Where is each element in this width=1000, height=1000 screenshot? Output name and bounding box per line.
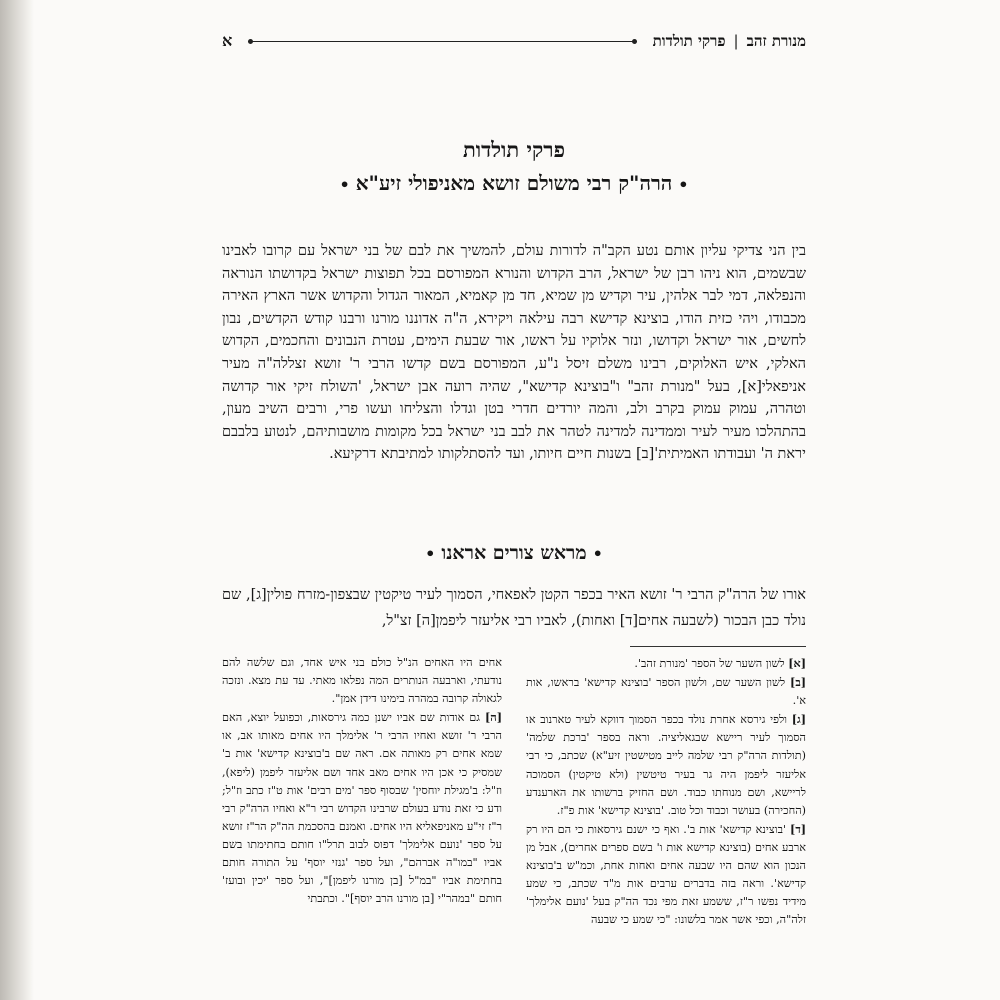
footnote (526, 820, 806, 930)
running-head-section-title: פרקי תולדות (652, 31, 726, 50)
running-head (222, 26, 806, 56)
intro-text: בין הני צדיקי עליון אותם נטע הקב"ה לדורות עולם, להמשיך את לבם של בני ישראל עם קרובו לאבינו שבשמים, הוא ניהו רבן של ישראל, הרב הקדוש והנורא המפורסם בכל תפוצות ישראל בקדושתו הנוראה והנפלאה, דמי לבר אלהין, עיר וקדיש מן שמיא, חד מן קאמיא, המאור הגדול והקדוש אשר הארץ האירה מכבודו, ויהי כזית הודו, בוצינא קדישא רבה עילאה ויקירא, ה"ה אדוננו מורנו ורבנו קודש הקדשים, נבון לחשים, אור ישראל וקדושו, ונזר אלוקיו על ראשו, אור שבעת הימים, עטרת הנבונים והחכמים, הקדוש האלקי, איש האלוקים, רבינו משלם זיסל נ"ע, המפורסם בשם קדשו הרבי ר' זושא זצללה"ה מעיר אניפאלי[א], בעל "מנורת זהב" ו"בוצינא קדישא", שהיה רועה אבן ישראל, 'השולח זיקי אור קדושה וטהרה, עמוק עמוק בקרב ולב, והמה יורדים חדרי בטן וגדלו והצליחו ועשו פרי, ורבים השיב מעון, בהתהלכו מעיר לעיר וממדינה למדינה לטהר את לבב בני ישראל בכל מקומות מושבותיהם, לנטוע בלבבם יראת ה' ועבודתו האמיתית'[ב] בשנות חיים חיותו, ועד להסתלקותו למתיבתא דרקיעא. (222, 243, 806, 463)
running-head-rule (248, 41, 636, 42)
footnote-separator (630, 646, 806, 647)
running-head-book-title: מנורת זהב (746, 31, 806, 50)
footnote-text: לשון השער שם, ולשון הספר 'בוצינא קדישא' בראשו, אות א'. (526, 676, 806, 708)
bullet-right: • (678, 175, 689, 194)
intro-paragraph (222, 240, 806, 466)
footnote-text: גם אודות שם אביו ישנן כמה גירסאות, וכפועל יוצא, האם הרבי ר' זושא ואחיו הרבי ר' אלימלך היו אחים מאותו אב, או שמא אחים רק מאותה אם. ראה שם ב'בוצינא קדישא' אות ב' שמסיק כי אכן היו אחים מאב אחד ושם אליעזר ליפמן (ליפא), וז"ל: ב'מגילת יוחסין' שבסוף ספר 'מים רבים' אות ט"ז כתב וז"ל; ודע כי זאת נודע בעולם שרבינו הקדוש רבי ר"א ואחיו הרה"ק רבי ר"ז זי"ע מאניפאליא היו אחים. ואמנם בהסכמת הה"ק הר"ז זושא על ספר 'נועם אלימלך' דפוס לבוב תרל"ו חותם בחתימתו בשם אביו "במו"ה אברהם", ועל ספר 'גנזי יוסף' על התורה חותם בחתימת אביו "במ"ל [בן מורנו ליפמן]", ועל ספר 'יכין ובועז' חותם "במהר"י [בן מורנו הרב יוסף]". וכתבתי (222, 711, 502, 906)
footnote (222, 708, 502, 908)
section-bullet-right: • (592, 544, 603, 563)
subtitle-text: הרה"ק רבי משולם זושא מאניפולי זיע"א (355, 171, 673, 195)
footnote-text: אחים היו האחים הנ"ל כולם בני איש אחד, וגם שלשה להם נודעתי, וארבעה הנותרים המה נפלאו מאתי. עד עת מצא. ונזכה לגאולה קרובה במהרה בימינו דידן אמן". (222, 656, 502, 706)
footnote (526, 673, 806, 710)
footnote (526, 710, 806, 820)
footnote-text: 'בוצינא קדישא' אות ב'. ואף כי ישנם גירסאות כי הם היו רק ארבע אחים (בוצינא קדישא אות ו' בשם ספרים אחרים), אבל מן הנכון הוא שהם היו שבעה אחים ואחות אחת, וכמ"ש ב'בוצינא קדישא'. וראה בזה בדברים ערבים אות מ"ד שכתב, כי שמע מידיד נפשו ר"ז, ששמע זאת מפי נכד הה"ק בעל 'נועם אלימלך' זלה"ה, וכפי אשר אמר בלשונו: "כי שמע כי שבעה (526, 822, 806, 927)
footnote-continuation (222, 654, 502, 708)
section-heading (222, 542, 806, 565)
main-title: פרקי תולדות (462, 137, 566, 162)
footnotes-right-column (526, 654, 806, 989)
section-paragraph (222, 582, 806, 634)
footnote-mark: [ב] (790, 675, 806, 690)
running-head-separator: | (733, 32, 739, 50)
book-spine-shadow (0, 0, 34, 1000)
footnotes (222, 654, 806, 989)
footnote-mark: [ג] (791, 712, 806, 727)
section-text: אורו של הרה"ק הרבי ר' זושא האיר בכפר הקטן לאפאחי, הסמוך לעיר טיקטין שבצפון-מזרח פולין[ג], שם נולד כבן הבכור (לשבעה אחים[ד] ואחות), לאביו רבי אליעזר ליפמן[ה] זצ"ל, (222, 587, 806, 629)
footnote-text: לשון השער של הספר 'מנורת זהב'. (634, 657, 785, 670)
subtitle (222, 168, 806, 200)
page-number: א (222, 31, 233, 50)
bullet-left: • (339, 175, 350, 194)
footnotes-left-column (222, 654, 502, 989)
section-bullet-left: • (425, 544, 436, 563)
footnote-mark: [ד] (790, 821, 806, 836)
section-heading-text: מראש צורים אראנו (441, 542, 587, 564)
footnote (526, 654, 806, 673)
book-page (222, 18, 806, 993)
footnote-text: ולפי גירסא אחרת נולד בכפר הסמוך דווקא לעיר טארנוב או הסמוך לעיר ריישא שבגאליציה. וראה בספר 'ברכת שלמה' (תולדות הרה"ק רבי שלמה לייב מטישטין זיע"א) שכתב, כי רבי אליעזר ליפמן היה גר בעיר טיטשין (ולא טיקטין) הסמוכה לריישא, ושם מנוחתו כבוד. ושם החזיק ברשותו את הארענדע (החכירה) בעושר וכבוד וכל טוב. 'בוצינא קדישא' אות פ"ז. (526, 713, 806, 817)
footnote-mark: [ה] (484, 710, 502, 725)
footnote-mark: [א] (788, 656, 806, 670)
title-block (222, 136, 806, 200)
